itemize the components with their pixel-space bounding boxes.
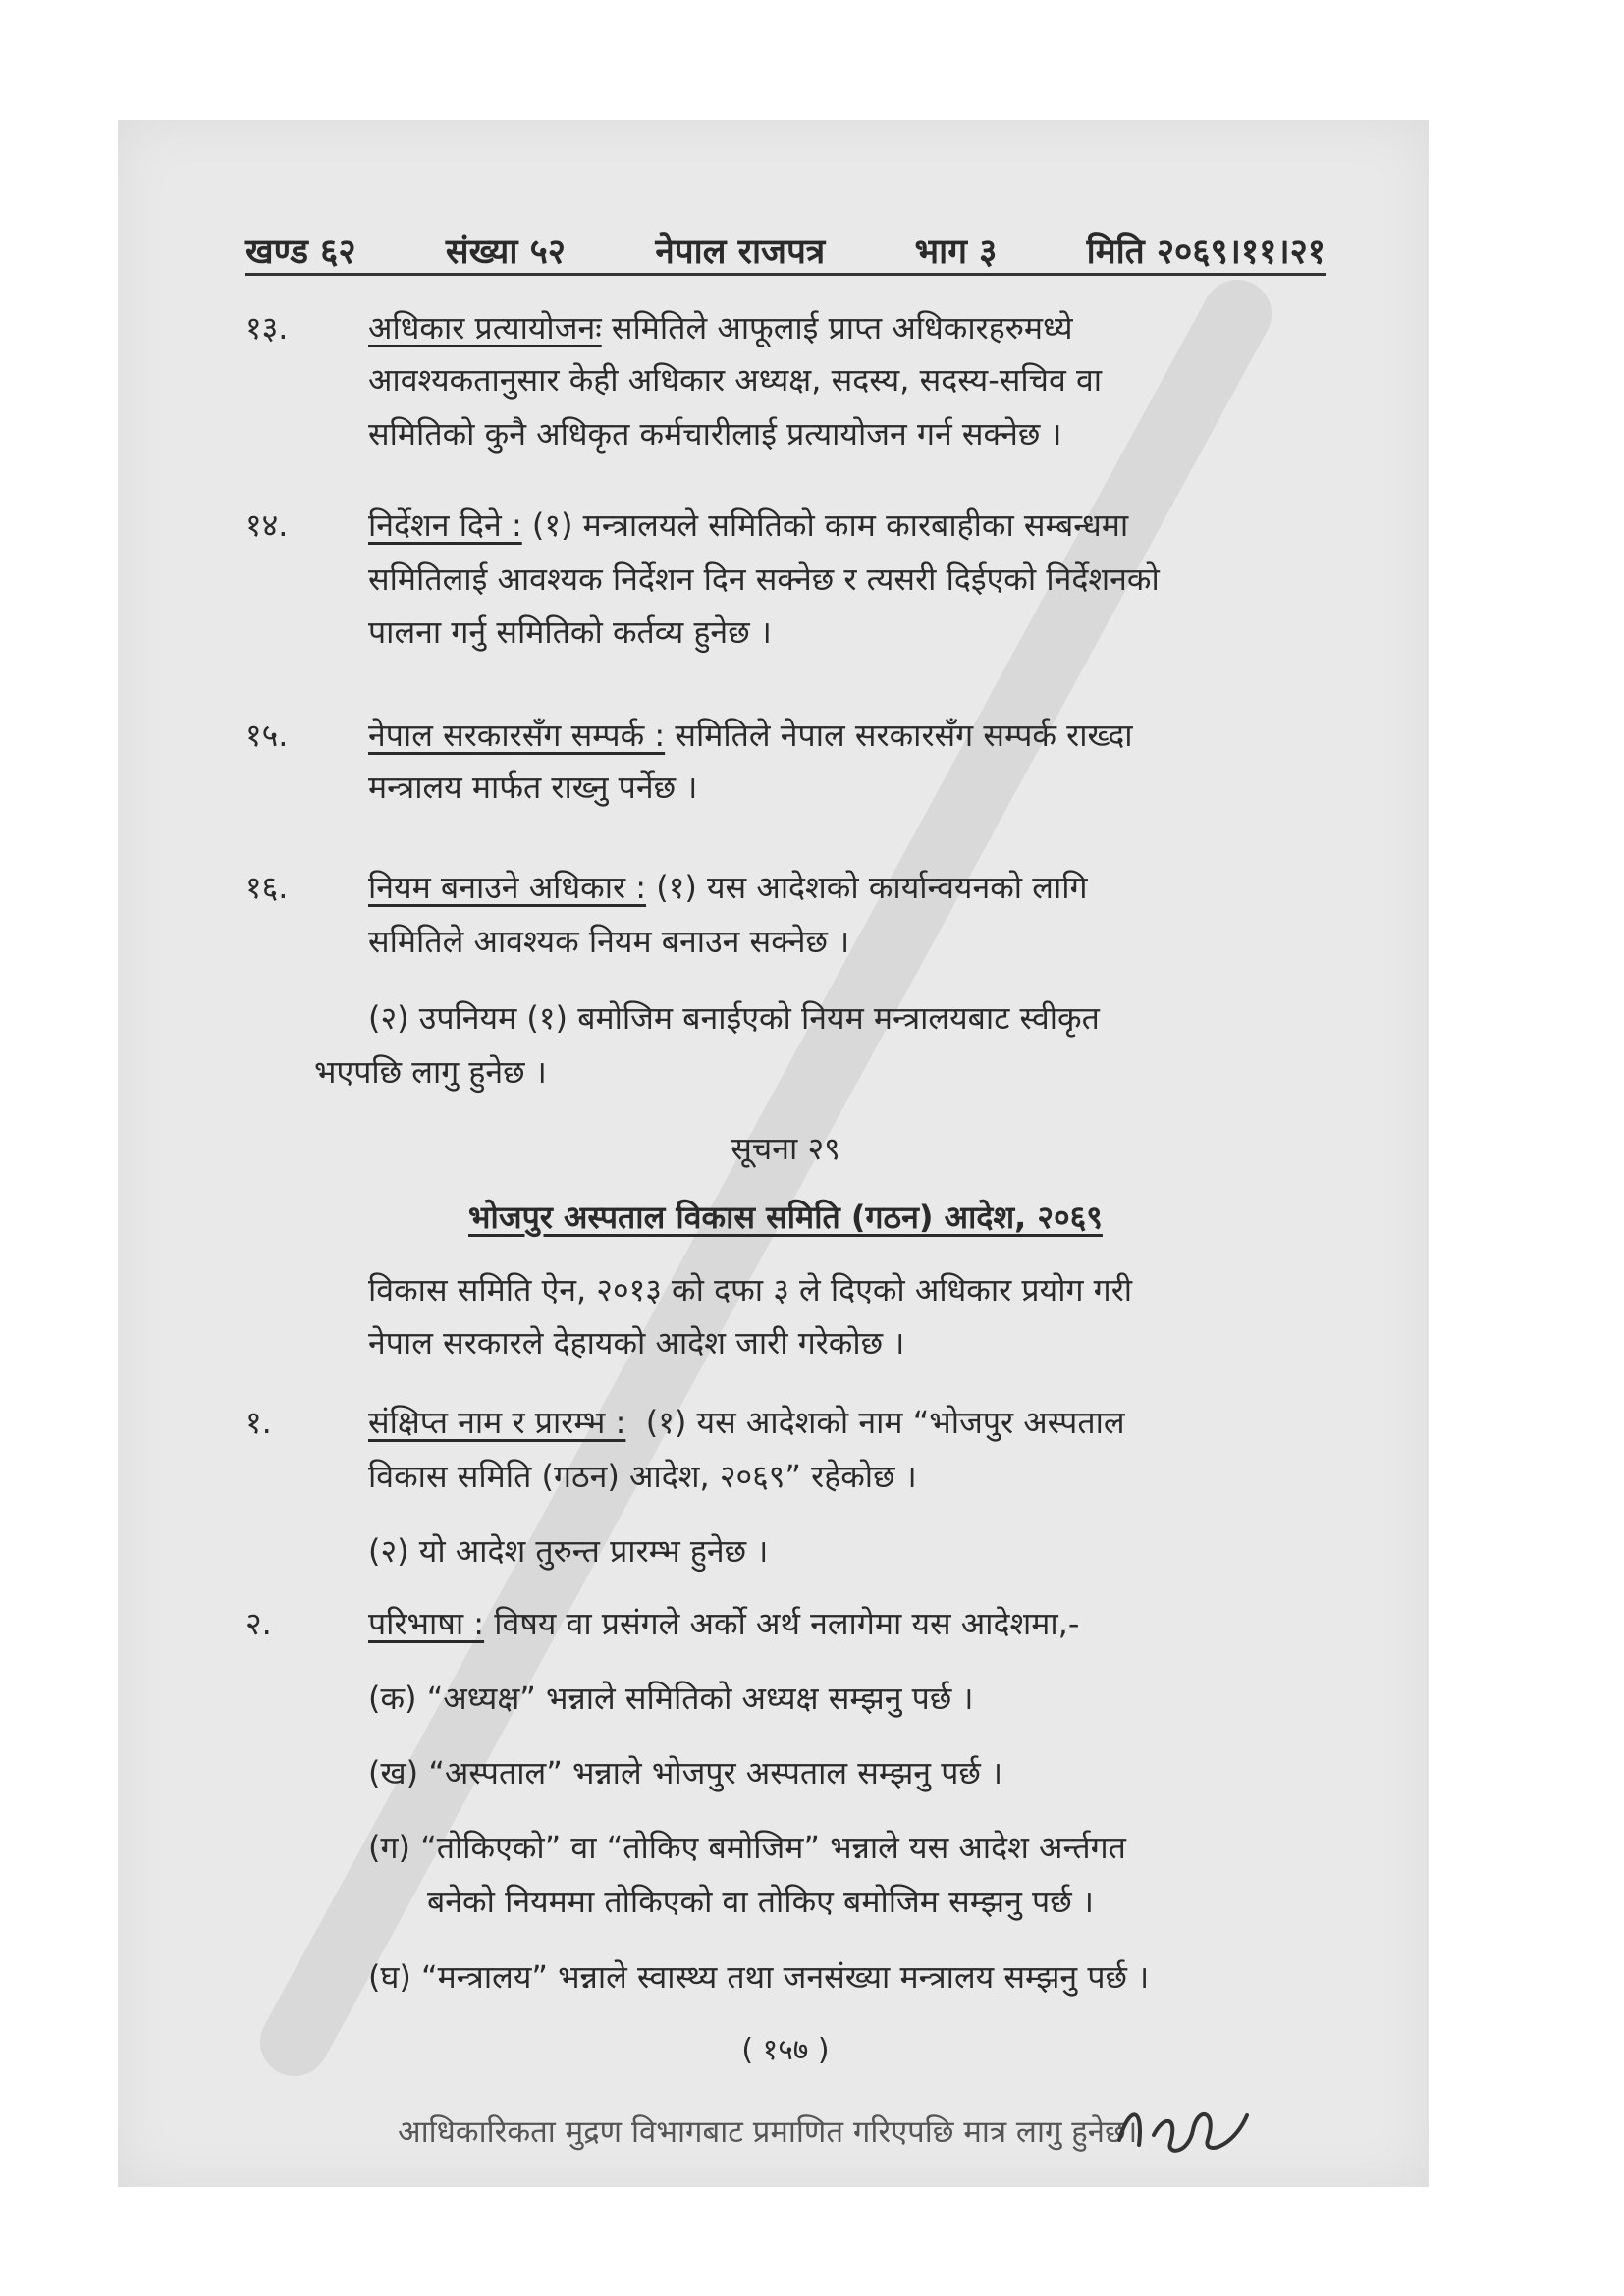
clause-2-heading: परिभाषा : xyxy=(368,1605,485,1642)
section-14-text: (१) मन्त्रालयले समितिको काम कारबाहीका सम्बन्धमा xyxy=(531,507,1129,544)
notice-intro-line-2: नेपाल सरकारले देहायको आदेश जारी गरेकोछ । xyxy=(368,1324,905,1362)
section-16-line-2: समितिले आवश्यक नियम बनाउन सक्नेछ । xyxy=(368,923,850,960)
definition-ka: (क) “अध्यक्ष” भन्नाले समितिको अध्यक्ष सम्झनु पर्छ । xyxy=(368,1680,974,1717)
section-14-number: १४. xyxy=(245,507,289,544)
section-14-line-2: समितिलाई आवश्यक निर्देशन दिन सक्नेछ र त्यसरी दिईएको निर्देशनको xyxy=(368,561,1160,598)
section-13-line-2: आवश्यकतानुसार केही अधिकार अध्यक्ष, सदस्य, सदस्य-सचिव वा xyxy=(368,361,1103,399)
section-15-number: १५. xyxy=(245,717,289,754)
header-title: नेपाल राजपत्र xyxy=(655,232,826,272)
definition-ga-cont: बनेको नियममा तोकिएको वा तोकिए बमोजिम सम्झनु पर्छ । xyxy=(427,1883,1094,1920)
clause-1-number: १. xyxy=(245,1404,272,1441)
header-khanda: खण्ड ६२ xyxy=(245,232,356,272)
clause-2-number: २. xyxy=(245,1605,272,1642)
clause-1-line-2: विकास समिति (गठन) आदेश, २०६९” रहेकोछ । xyxy=(368,1458,917,1495)
header-sankhya: संख्या ५२ xyxy=(445,232,567,272)
notice-title xyxy=(245,1196,1326,1239)
notice-intro-line-1: विकास समिति ऐन, २०१३ को दफा ३ ले दिएको अधिकार प्रयोग गरी xyxy=(368,1271,1133,1308)
notice-label: सूचना २९ xyxy=(731,1130,840,1167)
section-13-text: समितिले आफूलाई प्राप्त अधिकारहरुमध्ये xyxy=(611,309,1073,347)
section-15-heading: नेपाल सरकारसँग सम्पर्क : xyxy=(368,717,666,754)
section-16-text: (१) यस आदेशको कार्यान्वयनको लागि xyxy=(656,869,1088,906)
definition-kha: (ख) “अस्पताल” भन्नाले भोजपुर अस्पताल सम्झनु पर्छ । xyxy=(368,1754,1003,1791)
clause-1-heading: संक्षिप्त नाम र प्रारम्भ : xyxy=(368,1404,626,1441)
section-15-text: समितिले नेपाल सरकारसँग सम्पर्क राख्दा xyxy=(675,717,1133,754)
clause-1-line-1 xyxy=(368,1401,1125,1444)
section-16-subclause-2-cont: भएपछि लागु हुनेछ । xyxy=(314,1053,547,1091)
section-13-heading: अधिकार प्रत्यायोजनः xyxy=(368,309,602,347)
section-13-number: १३. xyxy=(245,309,289,347)
section-16-line-1 xyxy=(368,866,1088,909)
header-bhag: भाग ३ xyxy=(914,232,998,272)
definition-ga: (ग) “तोकिएको” वा “तोकिए बमोजिम” भन्नाले यस आदेश अर्न्तगत xyxy=(368,1829,1126,1866)
clause-2-line-1 xyxy=(368,1602,1079,1645)
section-14-heading: निर्देशन दिने : xyxy=(368,507,522,544)
handwritten-signature xyxy=(1110,2086,1257,2164)
footer-authenticity-note: आधिकारिकता मुद्रण विभागबाट प्रमाणित गरिएपछि मात्र लागु हुनेछ। xyxy=(398,2114,1138,2150)
section-14-line-3: पालना गर्नु समितिको कर्तव्य हुनेछ । xyxy=(368,614,772,651)
clause-1-text: (१) यस आदेशको नाम “भोजपुर अस्पताल xyxy=(645,1404,1125,1441)
section-13-line-3: समितिको कुनै अधिकृत कर्मचारीलाई प्रत्यायोजन गर्न सक्नेछ । xyxy=(368,415,1062,453)
section-14-line-1 xyxy=(368,504,1128,547)
header-miti: मिति २०६९।११।२१ xyxy=(1086,232,1326,272)
gazette-header xyxy=(245,228,1326,276)
notice-title-text: भोजपुर अस्पताल विकास समिति (गठन) आदेश, २०६९ xyxy=(468,1199,1103,1236)
clause-2-text: विषय वा प्रसंगले अर्को अर्थ नलागेमा यस आदेशमा,- xyxy=(494,1605,1080,1642)
section-16-heading: नियम बनाउने अधिकार : xyxy=(368,869,647,906)
section-16-number: १६. xyxy=(245,869,289,906)
section-15-line-2: मन्त्रालय मार्फत राख्नु पर्नेछ । xyxy=(368,769,698,806)
section-15-line-1 xyxy=(368,714,1133,757)
page-number: ( १५७ ) xyxy=(741,2033,830,2067)
section-13-line-1 xyxy=(368,306,1073,349)
definition-gha: (घ) “मन्त्रालय” भन्नाले स्वास्थ्य तथा जनसंख्या मन्त्रालय सम्झनु पर्छ । xyxy=(368,1958,1150,1996)
section-16-subclause-2: (२) उपनियम (१) बमोजिम बनाईएको नियम मन्त्रालयबाट स्वीकृत xyxy=(368,999,1100,1037)
clause-1-subclause-2: (२) यो आदेश तुरुन्त प्रारम्भ हुनेछ । xyxy=(368,1532,769,1570)
